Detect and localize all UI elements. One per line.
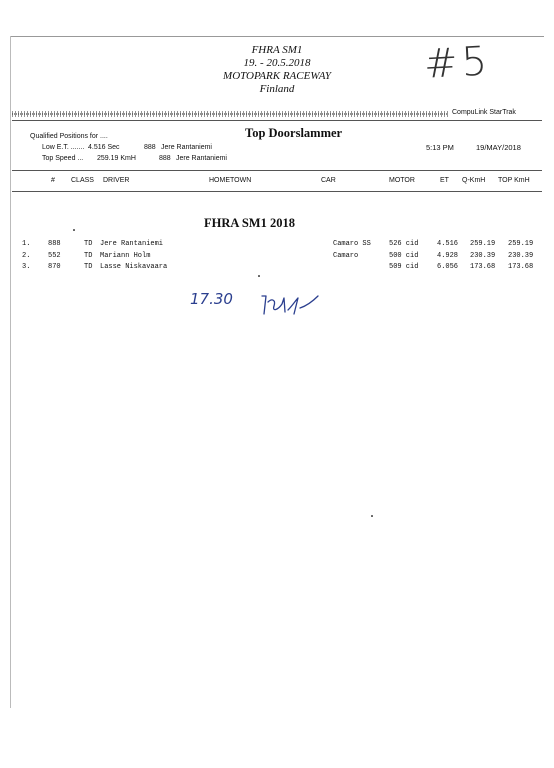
result-topkmh: 173.68 (508, 263, 534, 271)
scan-speck (371, 515, 373, 517)
low-et-driver: Jere Rantaniemi (161, 144, 212, 151)
col-driver: DRIVER (103, 177, 130, 184)
page-left-border (10, 36, 11, 708)
col-et: ET (440, 177, 449, 184)
top-speed-driver: Jere Rantaniemi (176, 155, 227, 162)
result-class: TD (84, 240, 93, 248)
column-header-bottom-rule (12, 191, 542, 192)
header-dates: 19. - 20.5.2018 (243, 57, 311, 69)
result-driver: Mariann Holm (100, 251, 151, 260)
col-qkmh: Q-KmH (462, 177, 486, 184)
result-car-number: 552 (48, 251, 61, 260)
low-et-value: 4.516 Sec (88, 144, 120, 151)
header-venue: MOTOPARK RACEWAY (223, 70, 331, 82)
result-motor: 500 cid (389, 251, 419, 260)
dotted-separator-inner (12, 113, 448, 115)
col-topkmh: TOP KmH (498, 177, 530, 184)
result-car: Camaro SS (333, 240, 371, 248)
table-row (0, 252, 554, 264)
event-title: Top Doorslammer (245, 126, 343, 140)
col-num: # (51, 177, 55, 184)
handwritten-number: #5 (422, 38, 493, 88)
header-rule (12, 120, 542, 121)
result-motor: 526 cid (389, 240, 419, 248)
col-hometown: HOMETOWN (209, 177, 252, 184)
result-driver: Jere Rantaniemi (100, 240, 164, 248)
result-driver: Lasse Niskavaara (100, 263, 168, 271)
report-date: 19/MAY/2018 (476, 143, 521, 152)
result-car-number: 888 (48, 240, 61, 248)
header-series: FHRA SM1 (251, 44, 303, 56)
top-speed-value: 259.19 KmH (97, 155, 136, 162)
result-car: Camaro (333, 251, 359, 260)
result-topkmh: 259.19 (508, 240, 534, 248)
result-topkmh: 230.39 (508, 251, 534, 260)
report-time: 5:13 PM (426, 143, 454, 152)
result-position: 3. (22, 263, 31, 271)
top-speed-car: 888 (159, 155, 171, 162)
column-header-top-rule (12, 170, 542, 171)
result-et: 4.516 (437, 240, 459, 248)
scan-speck (73, 229, 75, 231)
results-table (0, 240, 554, 275)
qualified-title: Qualified Positions for .... (30, 133, 108, 140)
result-position: 1. (22, 240, 31, 248)
result-position: 2. (22, 251, 31, 260)
table-row (0, 240, 554, 252)
handwritten-signature (258, 292, 328, 318)
result-qkmh: 230.39 (470, 251, 496, 260)
table-row (0, 263, 554, 275)
low-et-label: Low E.T. ....... (42, 144, 85, 151)
top-speed-label: Top Speed ... (42, 155, 84, 162)
result-qkmh: 173.68 (470, 263, 496, 271)
scan-speck (258, 275, 260, 277)
result-car-number: 870 (48, 263, 61, 271)
col-car: CAR (321, 177, 336, 184)
header-country: Finland (259, 83, 295, 95)
col-class: CLASS (71, 177, 94, 184)
section-title: FHRA SM1 2018 (204, 216, 295, 230)
result-et: 6.056 (437, 263, 459, 271)
result-motor: 509 cid (389, 263, 419, 271)
result-qkmh: 259.19 (470, 240, 496, 248)
result-et: 4.928 (437, 251, 459, 260)
timing-system-label: CompuLink StarTrak (452, 109, 516, 116)
low-et-car: 888 (144, 144, 156, 151)
handwritten-time: 17.30 (190, 290, 233, 308)
result-class: TD (84, 263, 93, 271)
col-motor: MOTOR (389, 177, 415, 184)
page-top-border (10, 36, 544, 37)
result-class: TD (84, 251, 93, 260)
